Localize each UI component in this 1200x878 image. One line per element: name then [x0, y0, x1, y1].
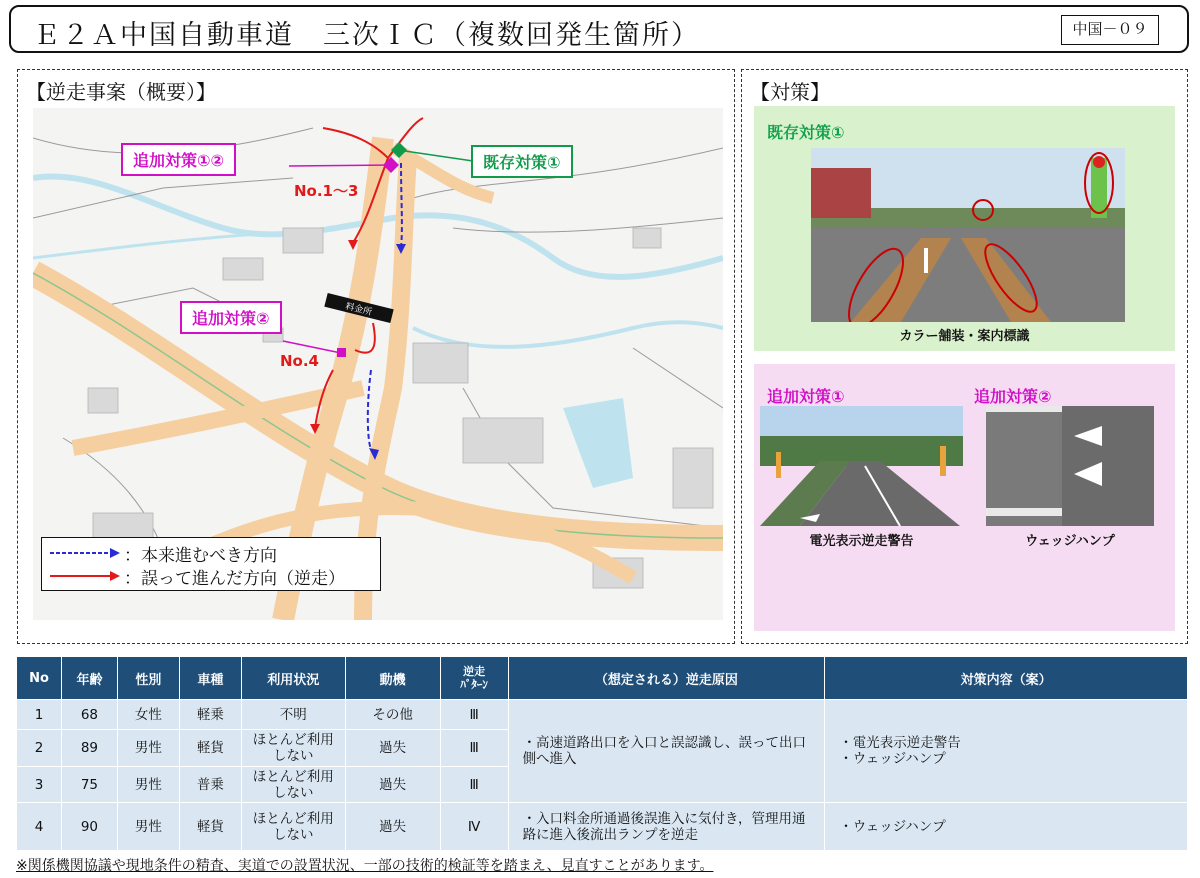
title-box: [9, 5, 1189, 53]
cell-vehicle: 軽貨: [179, 803, 241, 851]
legend-intended-text: ：本来進むべき方向: [124, 545, 277, 566]
cell-sex: 男性: [117, 803, 179, 851]
location-code: 中国－０９: [1061, 15, 1159, 45]
tollgate-label: 料金所: [344, 301, 373, 319]
page-title: Ｅ２Ａ中国自動車道 三次ＩＣ（複数回発生箇所）: [33, 20, 700, 51]
cell-cause-1-3: ・高速道路出口を入口と誤認識し、誤って出口側へ進入: [508, 700, 825, 803]
cell-usage: ほとんど利用しない: [241, 730, 345, 767]
cell-usage: ほとんど利用しない: [241, 767, 345, 803]
col-header-usage: 利用状況: [241, 657, 345, 700]
existing-measure-box: [754, 106, 1175, 351]
callout-existing-1: 既存対策①: [471, 145, 573, 178]
measures-panel: [741, 69, 1188, 644]
col-header-motive: 動機: [345, 657, 440, 700]
table-row: [17, 803, 1188, 851]
cell-age: 90: [61, 803, 117, 851]
wedge-hump-caption: ウェッジハンプ: [1025, 534, 1115, 549]
table-header-row: [17, 657, 1188, 700]
col-header-vehicle: 車種: [179, 657, 241, 700]
cell-vehicle: 軽乗: [179, 700, 241, 730]
col-header-sex: 性別: [117, 657, 179, 700]
existing-measure-title: 既存対策①: [767, 123, 845, 142]
footnote: ※関係機関協議や現地条件の精査、実道での設置状況、一部の技術的検証等を踏まえ、見直すことがあります。: [16, 858, 714, 874]
additional-measure-1-title: 追加対策①: [767, 387, 845, 406]
measures-title: 【対策】: [750, 80, 830, 104]
cell-usage: 不明: [241, 700, 345, 730]
table-row: [17, 700, 1188, 730]
led-warning-caption: 電光表示逆走警告: [809, 534, 914, 549]
cell-sex: 男性: [117, 730, 179, 767]
cell-motive: その他: [345, 700, 440, 730]
map-legend: [41, 537, 381, 591]
cell-age: 68: [61, 700, 117, 730]
cell-sex: 女性: [117, 700, 179, 730]
legend-wrong-way: [50, 565, 345, 587]
cell-motive: 過失: [345, 767, 440, 803]
blue-dashed-arrow-icon: [50, 548, 120, 558]
cell-motive: 過失: [345, 730, 440, 767]
legend-intended: [50, 542, 277, 564]
label-no4: No.4: [280, 352, 319, 370]
cell-sex: 男性: [117, 767, 179, 803]
incident-table: [16, 656, 1188, 851]
col-header-cause: （想定される）逆走原因: [508, 657, 825, 700]
measure-1-3-line-b: ・ウェッジハンプ: [839, 751, 946, 767]
wedge-hump-photo: [986, 406, 1154, 526]
cell-age: 75: [61, 767, 117, 803]
callout-additional-2: 追加対策②: [180, 301, 282, 334]
cell-no: 4: [17, 803, 62, 851]
cell-vehicle: 軽貨: [179, 730, 241, 767]
additional-measure-box: [754, 364, 1175, 631]
red-arrow-icon: [50, 571, 120, 581]
cell-pattern: Ⅲ: [440, 730, 508, 767]
cell-measure-4: ・ウェッジハンプ: [825, 803, 1188, 851]
cell-pattern: Ⅲ: [440, 700, 508, 730]
cell-age: 89: [61, 730, 117, 767]
cell-pattern: Ⅲ: [440, 767, 508, 803]
incident-overview-panel: [17, 69, 735, 644]
overview-title: 【逆走事案（概要）】: [26, 80, 216, 104]
cell-usage: ほとんど利用しない: [241, 803, 345, 851]
additional-measure-2-title: 追加対策②: [974, 387, 1052, 406]
legend-wrong-way-text: ：誤って進んだ方向（逆走）: [124, 568, 345, 589]
measure-marker-2: [337, 348, 346, 357]
led-warning-photo: [760, 406, 963, 526]
cell-no: 1: [17, 700, 62, 730]
cell-cause-4: ・入口料金所通過後誤進入に気付き，管理用通路に進入後流出ランプを逆走: [508, 803, 825, 851]
col-header-measure: 対策内容（案）: [825, 657, 1188, 700]
cell-measure-1-3: [825, 700, 1188, 803]
cell-pattern: Ⅳ: [440, 803, 508, 851]
label-no1-3: No.1～3: [294, 182, 359, 200]
measure-1-3-line-a: ・電光表示逆走警告: [839, 735, 961, 751]
col-header-no: No: [17, 657, 62, 700]
callout-additional-1-2: 追加対策①②: [121, 143, 236, 176]
col-header-pattern: 逆走 ﾊﾟﾀｰﾝ: [440, 657, 508, 700]
existing-measure-caption: カラー舗装・案内標識: [899, 329, 1030, 344]
cell-no: 3: [17, 767, 62, 803]
col-header-age: 年齢: [61, 657, 117, 700]
cell-no: 2: [17, 730, 62, 767]
cell-vehicle: 普乗: [179, 767, 241, 803]
existing-measure-photo: [811, 148, 1125, 322]
cell-motive: 過失: [345, 803, 440, 851]
